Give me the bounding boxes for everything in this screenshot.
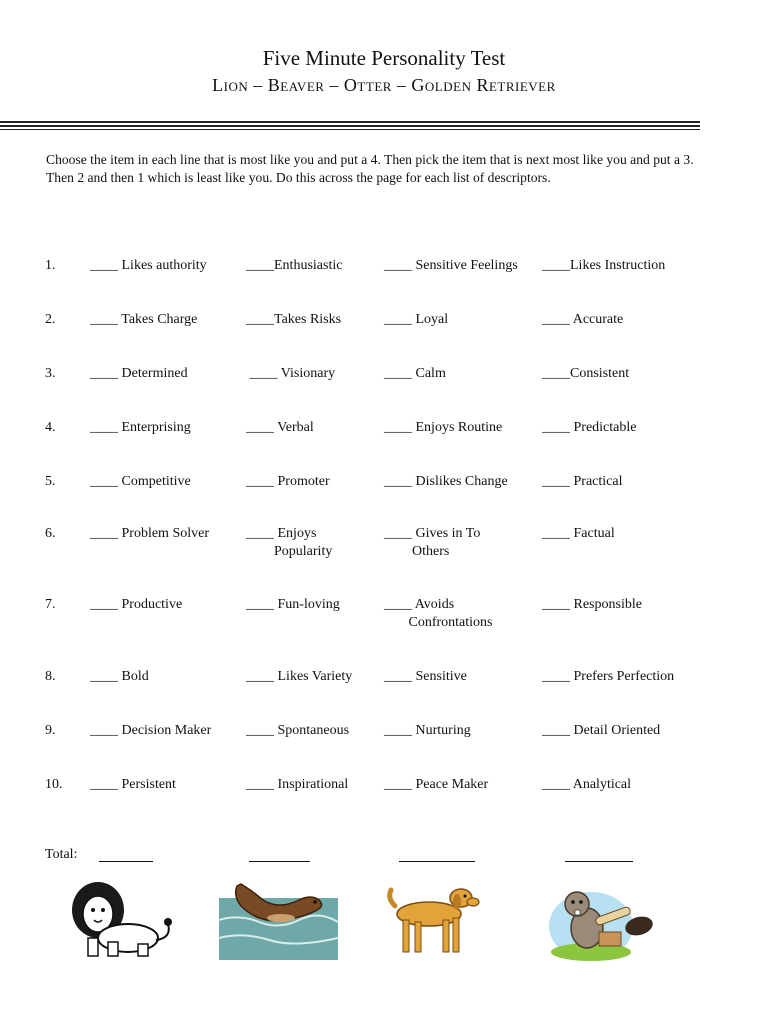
descriptor-retriever[interactable]: ____ Dislikes Change [384,474,508,489]
row-number: 6. [45,526,56,541]
descriptor-retriever[interactable]: ____ Sensitive [384,669,467,684]
descriptor-retriever[interactable]: ____ Gives in To Others [384,526,481,559]
row-number: 4. [45,420,56,435]
descriptor-otter[interactable]: ____Takes Risks [246,312,342,327]
descriptor-retriever[interactable]: ____ Nurturing [384,723,471,738]
descriptor-lion[interactable]: ____ Persistent [90,777,176,792]
total-blank-retriever[interactable] [399,861,475,862]
descriptor-beaver[interactable]: ____ Detail Oriented [542,723,661,738]
descriptor-lion[interactable]: ____ Bold [90,669,149,684]
row-number: 8. [45,669,56,684]
descriptor-lion[interactable]: ____ Productive [90,597,183,612]
descriptor-retriever[interactable]: ____ Sensitive Feelings [384,258,518,273]
descriptor-beaver[interactable]: ____ Prefers Perfection [542,669,675,684]
descriptor-otter[interactable]: ____ Verbal [246,420,314,435]
golden-retriever-illustration [385,880,480,960]
page-title: Five Minute Personality Test [262,46,506,70]
descriptor-beaver[interactable]: ____ Responsible [542,597,642,612]
total-blank-lion[interactable] [99,861,153,862]
descriptor-lion[interactable]: ____ Decision Maker [90,723,212,738]
header-divider [0,121,700,130]
descriptor-otter[interactable]: ____Enthusiastic [246,258,343,273]
descriptor-retriever[interactable]: ____ Enjoys Routine [384,420,503,435]
descriptor-beaver[interactable]: ____ Factual [542,526,615,541]
descriptor-retriever[interactable]: ____ Avoids Confrontations [384,597,493,630]
descriptor-lion[interactable]: ____ Determined [90,366,188,381]
descriptor-otter[interactable]: ____ Likes Variety [246,669,353,684]
descriptor-otter[interactable]: ____ Spontaneous [246,723,350,738]
descriptor-beaver[interactable]: ____ Analytical [542,777,632,792]
total-blank-beaver[interactable] [565,861,633,862]
otter-illustration [219,880,338,960]
descriptor-lion[interactable]: ____ Takes Charge [90,312,198,327]
row-number: 10. [45,777,63,792]
descriptor-otter[interactable]: ____ Visionary [246,366,336,381]
descriptor-beaver[interactable]: ____Likes Instruction [542,258,666,273]
row-number: 5. [45,474,56,489]
page-subtitle: Lion – Beaver – Otter – Golden Retriever [212,75,556,95]
descriptor-otter[interactable]: ____ Inspirational [246,777,349,792]
descriptor-beaver[interactable]: ____ Practical [542,474,623,489]
total-label: Total: [45,847,78,862]
descriptor-retriever[interactable]: ____ Peace Maker [384,777,489,792]
descriptor-otter[interactable]: ____ Promoter [246,474,330,489]
row-number: 9. [45,723,56,738]
row-number: 1. [45,258,56,273]
descriptor-lion[interactable]: ____ Enterprising [90,420,191,435]
row-number: 2. [45,312,56,327]
instructions: Choose the item in each line that is most like you and put a 4. Then pick the item that is next most like you and put a 3. Then 2 and then 1 which is least like you. Do this across the page for each list of descriptors. [46,152,694,185]
descriptor-lion[interactable]: ____ Competitive [90,474,191,489]
row-number: 7. [45,597,56,612]
descriptor-retriever[interactable]: ____ Calm [384,366,446,381]
descriptor-otter[interactable]: ____ Enjoys Popularity [246,526,333,559]
descriptor-beaver[interactable]: ____Consistent [542,366,630,381]
descriptor-lion[interactable]: ____ Problem Solver [90,526,209,541]
descriptor-otter[interactable]: ____ Fun-loving [246,597,340,612]
descriptor-lion[interactable]: ____ Likes authority [90,258,207,273]
descriptor-retriever[interactable]: ____ Loyal [384,312,449,327]
total-blank-otter[interactable] [249,861,310,862]
lion-illustration [68,880,178,960]
beaver-illustration [547,882,659,962]
row-number: 3. [45,366,56,381]
descriptor-beaver[interactable]: ____ Accurate [542,312,624,327]
descriptor-beaver[interactable]: ____ Predictable [542,420,637,435]
